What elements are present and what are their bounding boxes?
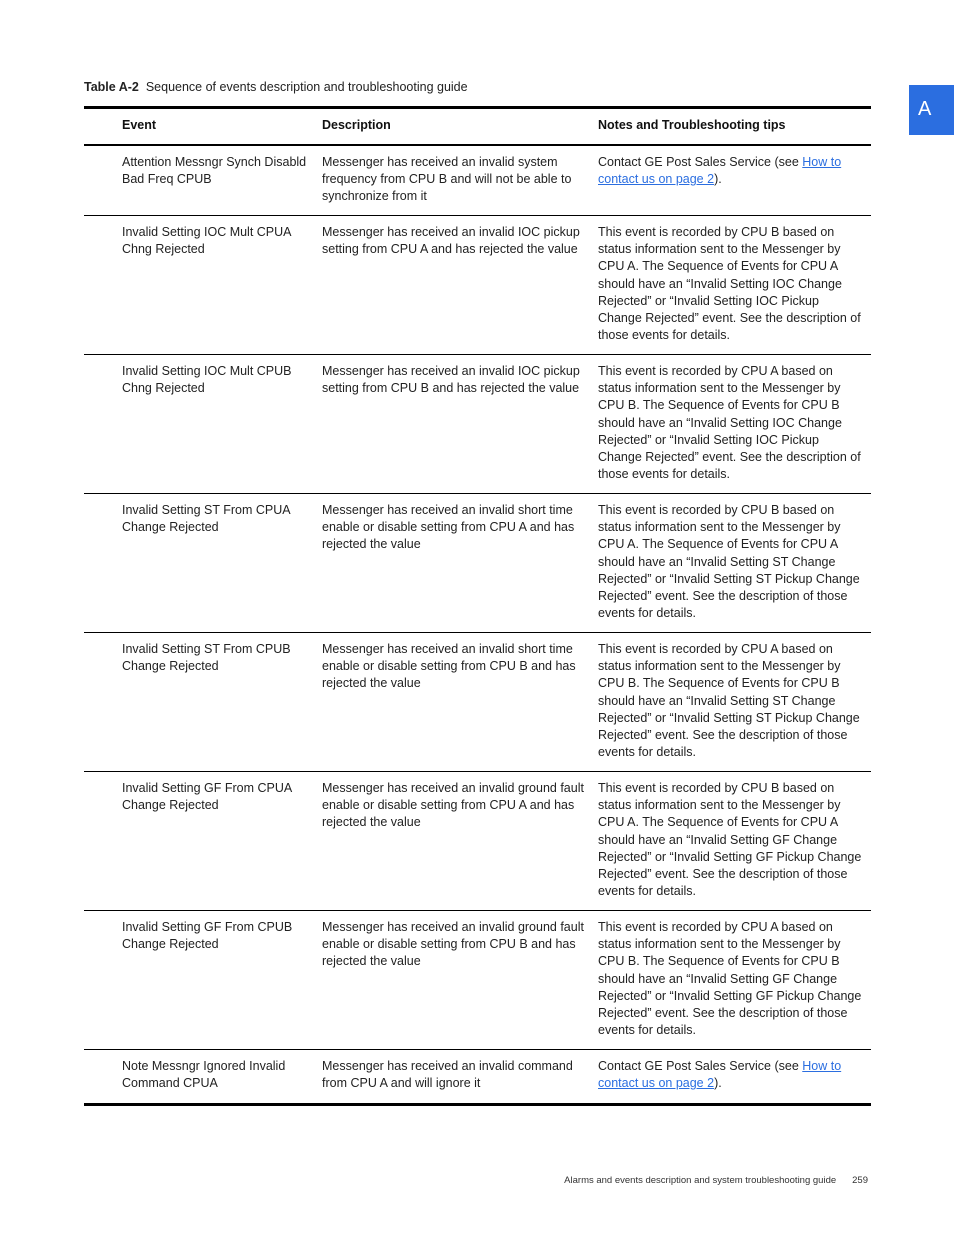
- page-number: 259: [852, 1175, 868, 1186]
- event-cell: Note Messngr Ignored Invalid Command CPUA: [122, 1059, 286, 1091]
- table-row: [84, 911, 871, 1050]
- table-row: [84, 494, 871, 633]
- description-cell: Messenger has received an invalid command from CPU A and will ignore it: [322, 1059, 573, 1091]
- table-caption: [84, 80, 468, 94]
- notes-cell: This event is recorded by CPU A based on status information sent to the Messenger by CPU B. The Sequence of Events for CPU B should have an “Invalid Setting ST Change Rejected” or “Invalid Setting ST Pickup Change Rejected” event. See the description of those events for details.: [598, 633, 871, 772]
- notes-cell: This event is recorded by CPU B based on status information sent to the Messenger by CPU A. The Sequence of Events for CPU A should have an “Invalid Setting ST Change Rejected” or “Invalid Setting ST Pickup Change Rejected” event. See the description of those events for details.: [598, 494, 871, 633]
- table-row: [84, 216, 871, 355]
- description-cell: Messenger has received an invalid system frequency from CPU B and will not be able to synchronize from it: [322, 145, 598, 216]
- contact-link[interactable]: How to contact us on page 2: [598, 1059, 842, 1091]
- header-description: Description: [322, 108, 598, 146]
- header-notes: Notes and Troubleshooting tips: [598, 108, 871, 146]
- description-cell: Messenger has received an invalid short time enable or disable setting from CPU A and has rejected the value: [322, 494, 598, 633]
- description-cell: Messenger has received an invalid IOC pickup setting from CPU A and has rejected the value: [322, 216, 598, 355]
- event-cell: Invalid Setting IOC Mult CPUA Chng Rejected: [122, 216, 322, 355]
- description-cell: Messenger has received an invalid ground fault enable or disable setting from CPU A and has rejected the value: [322, 772, 598, 911]
- notes-cell: This event is recorded by CPU A based on status information sent to the Messenger by CPU B. The Sequence of Events for CPU B should have an “Invalid Setting IOC Change Rejected” or “Invalid Setting IOC Pickup Change Rejected” event. See the description of those events for details.: [598, 355, 871, 494]
- notes-cell: This event is recorded by CPU A based on status information sent to the Messenger by CPU B. The Sequence of Events for CPU B should have an “Invalid Setting GF Change Rejected” or “Invalid Setting GF Pickup Change Rejected” event. See the description of those events for details.: [598, 911, 871, 1050]
- notes-cell: Contact GE Post Sales Service (see How to contact us on page 2).: [598, 1059, 842, 1091]
- event-cell: Invalid Setting IOC Mult CPUB Chng Rejected: [122, 355, 322, 494]
- description-cell: Messenger has received an invalid ground fault enable or disable setting from CPU B and has rejected the value: [322, 911, 598, 1050]
- table-row: [84, 355, 871, 494]
- table-caption-label: Table A-2: [84, 80, 139, 94]
- header-event: Event: [122, 108, 322, 146]
- table-header-row: [84, 108, 871, 146]
- contact-link[interactable]: How to contact us on page 2: [598, 155, 842, 187]
- appendix-tab: A: [909, 85, 954, 135]
- table-row: [84, 633, 871, 772]
- notes-cell: This event is recorded by CPU B based on status information sent to the Messenger by CPU A. The Sequence of Events for CPU A should have an “Invalid Setting IOC Change Rejected” or “Invalid Setting IOC Pickup Change Rejected” event. See the description of those events for details.: [598, 216, 871, 355]
- footer-title: Alarms and events description and system troubleshooting guide: [564, 1175, 837, 1186]
- events-table: [84, 106, 871, 1106]
- event-cell: Invalid Setting ST From CPUA Change Rejected: [122, 494, 322, 633]
- table-caption-text: Sequence of events description and troubleshooting guide: [145, 80, 468, 94]
- description-cell: Messenger has received an invalid IOC pickup setting from CPU B and has rejected the value: [322, 355, 598, 494]
- page-footer: [564, 1175, 868, 1186]
- notes-cell: This event is recorded by CPU B based on status information sent to the Messenger by CPU A. The Sequence of Events for CPU A should have an “Invalid Setting GF Change Rejected” or “Invalid Setting GF Pickup Change Rejected” event. See the description of those events for details.: [598, 772, 871, 911]
- event-cell: Invalid Setting ST From CPUB Change Rejected: [122, 633, 322, 772]
- description-cell: Messenger has received an invalid short time enable or disable setting from CPU B and has rejected the value: [322, 633, 598, 772]
- table-row: [84, 1050, 871, 1105]
- event-cell: Attention Messngr Synch Disabld Bad Freq CPUB: [122, 145, 322, 216]
- notes-cell: Contact GE Post Sales Service (see How to contact us on page 2).: [598, 145, 871, 216]
- table-row: [84, 772, 871, 911]
- event-cell: Invalid Setting GF From CPUA Change Rejected: [122, 772, 322, 911]
- event-cell: Invalid Setting GF From CPUB Change Rejected: [122, 911, 322, 1050]
- table-row: [84, 145, 871, 216]
